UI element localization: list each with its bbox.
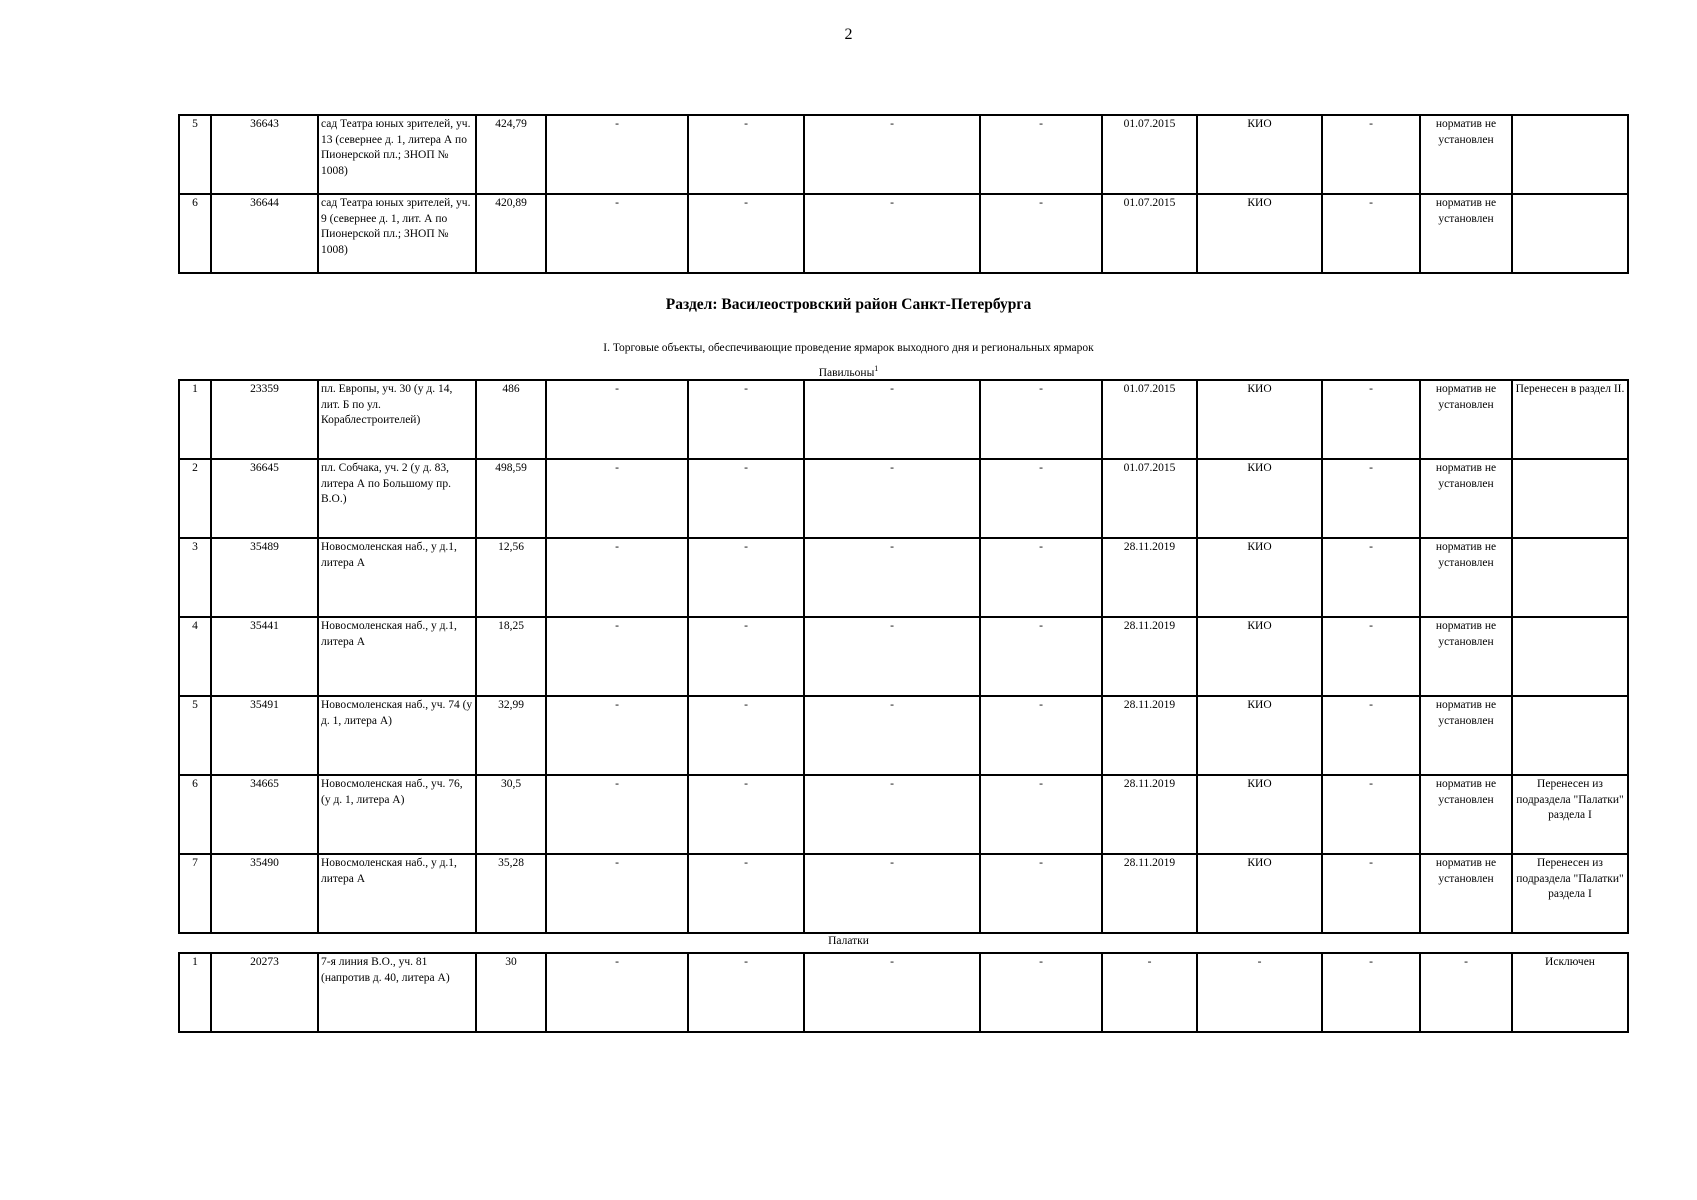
table-cell: -: [980, 380, 1102, 459]
table-cell: -: [546, 538, 688, 617]
table-cell: 35441: [211, 617, 318, 696]
table-cell: КИО: [1197, 380, 1322, 459]
table-cell: норматив не установлен: [1420, 854, 1512, 933]
subsection-tents: Палатки: [828, 935, 869, 947]
table-cell: [1512, 696, 1628, 775]
table-cell: -: [688, 617, 804, 696]
table-cell: -: [688, 194, 804, 273]
table-cell: -: [688, 459, 804, 538]
table-cell: [1512, 194, 1628, 273]
table-cell: норматив не установлен: [1420, 538, 1512, 617]
table-cell: -: [546, 380, 688, 459]
table-cell: -: [804, 854, 980, 933]
table-cell: 36644: [211, 194, 318, 273]
table-cell: 28.11.2019: [1102, 538, 1197, 617]
table-cell: -: [804, 115, 980, 194]
table-cell: 35490: [211, 854, 318, 933]
table-cell: -: [1102, 953, 1197, 1032]
table-cell: Новосмоленская наб., у д.1, литера А: [318, 617, 476, 696]
table-cell: -: [1322, 194, 1420, 273]
table-cell: КИО: [1197, 617, 1322, 696]
table-cell: Новосмоленская наб., у д.1, литера А: [318, 854, 476, 933]
table-cell: КИО: [1197, 115, 1322, 194]
table-cell: сад Театра юных зрителей, уч. 9 (севернее д. 1, лит. А по Пионерской пл.; ЗНОП № 1008): [318, 194, 476, 273]
table-cell: 1: [179, 953, 211, 1032]
table-cell: 28.11.2019: [1102, 696, 1197, 775]
table-cell: 7-я линия В.О., уч. 81 (напротив д. 40, литера А): [318, 953, 476, 1032]
table-cell: -: [546, 854, 688, 933]
table-cell: -: [1322, 696, 1420, 775]
table-cell: Новосмоленская наб., у д.1, литера А: [318, 538, 476, 617]
table-cell: норматив не установлен: [1420, 459, 1512, 538]
table-top: [178, 114, 1629, 274]
table-cell: КИО: [1197, 459, 1322, 538]
table-cell: -: [1322, 538, 1420, 617]
table-cell: [1512, 459, 1628, 538]
table-cell: -: [1322, 854, 1420, 933]
table-cell: 424,79: [476, 115, 546, 194]
table-cell: КИО: [1197, 194, 1322, 273]
table-cell: норматив не установлен: [1420, 380, 1512, 459]
table-cell: Перенесен в раздел II.: [1512, 380, 1628, 459]
table-cell: 20273: [211, 953, 318, 1032]
table-cell: 6: [179, 194, 211, 273]
table-cell: -: [1322, 459, 1420, 538]
table-cell: -: [980, 194, 1102, 273]
table-cell: -: [546, 953, 688, 1032]
table-cell: -: [980, 459, 1102, 538]
table-cell: норматив не установлен: [1420, 696, 1512, 775]
table-cell: -: [980, 854, 1102, 933]
table-row: [179, 194, 1628, 273]
table-row: [179, 854, 1628, 933]
table-cell: -: [980, 953, 1102, 1032]
table-cell: -: [980, 538, 1102, 617]
table-cell: 28.11.2019: [1102, 617, 1197, 696]
table-cell: 5: [179, 115, 211, 194]
table-cell: -: [1322, 775, 1420, 854]
table-cell: сад Театра юных зрителей, уч. 13 (севернее д. 1, литера А по Пионерской пл.; ЗНОП № 1008): [318, 115, 476, 194]
table-cell: -: [1322, 953, 1420, 1032]
table-cell: -: [688, 115, 804, 194]
table-cell: -: [688, 538, 804, 617]
table-cell: -: [546, 194, 688, 273]
table-cell: 7: [179, 854, 211, 933]
pavilions-footnote: 1: [874, 364, 879, 373]
table-cell: 28.11.2019: [1102, 775, 1197, 854]
section-title: Раздел: Василеостровский район Санкт-Петербурга: [665, 296, 1032, 313]
table-cell: 01.07.2015: [1102, 115, 1197, 194]
table-cell: 498,59: [476, 459, 546, 538]
table-cell: -: [804, 953, 980, 1032]
table-cell: -: [804, 617, 980, 696]
table-cell: Новосмоленская наб., уч. 76, (у д. 1, литера А): [318, 775, 476, 854]
table-cell: 3: [179, 538, 211, 617]
table-cell: КИО: [1197, 854, 1322, 933]
table-cell: -: [1197, 953, 1322, 1032]
table-cell: пл. Европы, уч. 30 (у д. 14, лит. Б по ул. Кораблестроителей): [318, 380, 476, 459]
table-cell: -: [980, 115, 1102, 194]
table-cell: -: [980, 775, 1102, 854]
table-cell: -: [688, 775, 804, 854]
page-number: 2: [844, 26, 853, 43]
section-subtitle: I. Торговые объекты, обеспечивающие проведение ярмарок выходного дня и региональных ярмарок: [603, 342, 1094, 354]
table-cell: норматив не установлен: [1420, 617, 1512, 696]
table-cell: -: [1322, 115, 1420, 194]
table-cell: -: [546, 775, 688, 854]
table-cell: 1: [179, 380, 211, 459]
table-cell: 36645: [211, 459, 318, 538]
table-cell: 28.11.2019: [1102, 854, 1197, 933]
table-cell: -: [804, 459, 980, 538]
pavilions-label: Павильоны: [818, 366, 875, 379]
table-cell: Новосмоленская наб., уч. 74 (у д. 1, литера А): [318, 696, 476, 775]
table-row: [179, 617, 1628, 696]
table-cell: 420,89: [476, 194, 546, 273]
table-cell: 32,99: [476, 696, 546, 775]
table-cell: -: [546, 617, 688, 696]
table-cell: КИО: [1197, 775, 1322, 854]
table-row: [179, 953, 1628, 1032]
table-cell: 2: [179, 459, 211, 538]
table-cell: Исключен: [1512, 953, 1628, 1032]
table-cell: 30,5: [476, 775, 546, 854]
table-cell: -: [546, 459, 688, 538]
table-cell: -: [1420, 953, 1512, 1032]
table-cell: 01.07.2015: [1102, 459, 1197, 538]
table-cell: 35491: [211, 696, 318, 775]
table-cell: -: [1322, 380, 1420, 459]
table-cell: [1512, 115, 1628, 194]
table-row: [179, 115, 1628, 194]
table-cell: -: [804, 538, 980, 617]
table-row: [179, 459, 1628, 538]
table-cell: 01.07.2015: [1102, 194, 1197, 273]
table-cell: 01.07.2015: [1102, 380, 1197, 459]
table-cell: КИО: [1197, 696, 1322, 775]
table-cell: -: [1322, 617, 1420, 696]
table-cell: [1512, 617, 1628, 696]
table-cell: -: [546, 696, 688, 775]
table-cell: [1512, 538, 1628, 617]
table-row: [179, 696, 1628, 775]
table-cell: Перенесен из подраздела "Палатки" раздела I: [1512, 854, 1628, 933]
table-cell: 36643: [211, 115, 318, 194]
table-cell: -: [980, 617, 1102, 696]
table-cell: -: [688, 696, 804, 775]
table-cell: -: [804, 696, 980, 775]
table-cell: пл. Собчака, уч. 2 (у д. 83, литера А по Большому пр. В.О.): [318, 459, 476, 538]
table-tents: [178, 952, 1629, 1033]
table-cell: 30: [476, 953, 546, 1032]
table-cell: -: [688, 953, 804, 1032]
table-cell: -: [688, 380, 804, 459]
table-cell: 23359: [211, 380, 318, 459]
table-cell: -: [804, 194, 980, 273]
table-cell: -: [804, 775, 980, 854]
table-row: [179, 775, 1628, 854]
table-cell: -: [546, 115, 688, 194]
table-cell: КИО: [1197, 538, 1322, 617]
table-row: [179, 538, 1628, 617]
table-cell: норматив не установлен: [1420, 115, 1512, 194]
table-cell: 34665: [211, 775, 318, 854]
table-cell: -: [980, 696, 1102, 775]
table-cell: 35489: [211, 538, 318, 617]
table-cell: 18,25: [476, 617, 546, 696]
table-pavilions: [178, 379, 1629, 934]
table-cell: 12,56: [476, 538, 546, 617]
table-cell: 6: [179, 775, 211, 854]
table-cell: -: [804, 380, 980, 459]
subsection-pavilions: [0, 364, 1697, 379]
table-cell: -: [688, 854, 804, 933]
table-cell: 35,28: [476, 854, 546, 933]
table-cell: Перенесен из подраздела "Палатки" раздела I: [1512, 775, 1628, 854]
table-cell: 486: [476, 380, 546, 459]
table-row: [179, 380, 1628, 459]
table-cell: 4: [179, 617, 211, 696]
table-cell: норматив не установлен: [1420, 194, 1512, 273]
table-cell: норматив не установлен: [1420, 775, 1512, 854]
table-cell: 5: [179, 696, 211, 775]
